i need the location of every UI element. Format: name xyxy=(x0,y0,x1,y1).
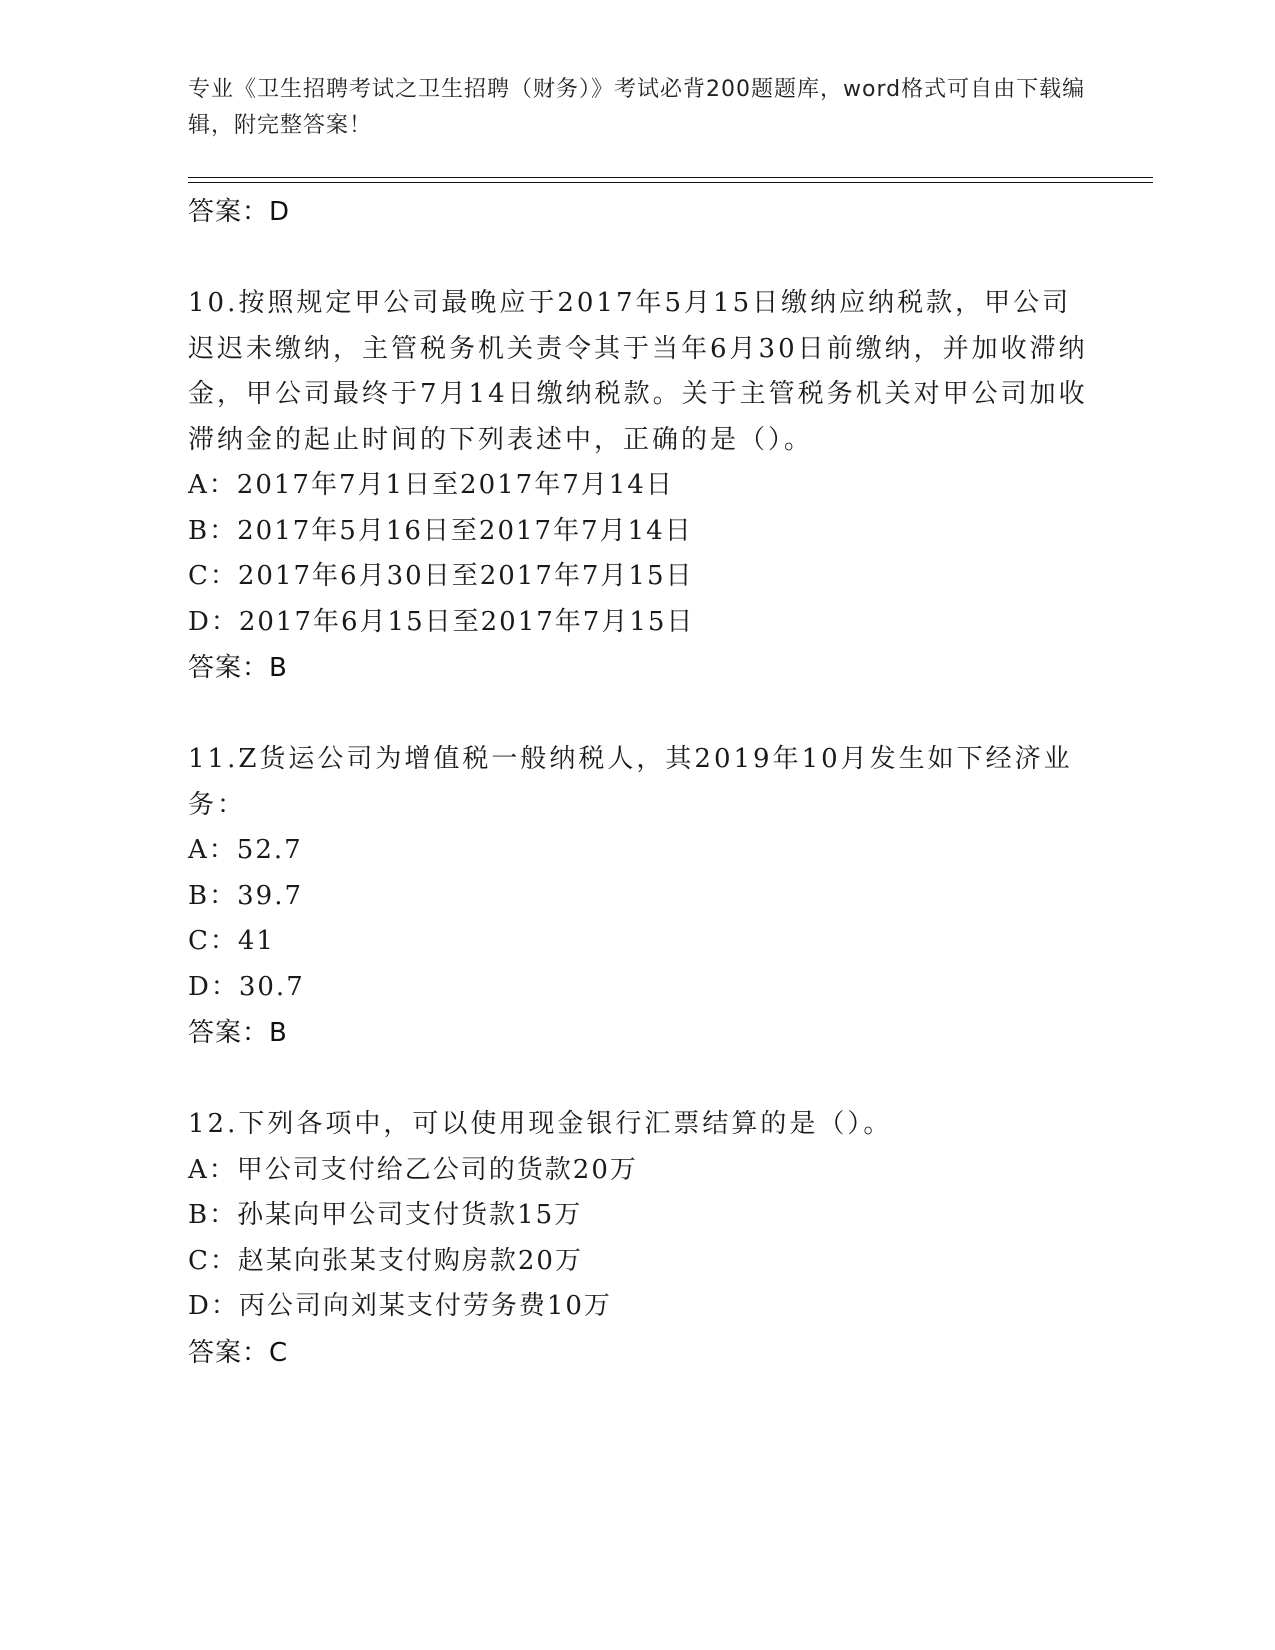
page-header: 专业《卫生招聘考试之卫生招聘（财务）》考试必背200题题库，word格式可自由下载编辑，附完整答案！ xyxy=(188,77,1086,138)
header-rule-top xyxy=(188,177,1153,178)
question-text: 10.按照规定甲公司最晚应于2017年5月15日缴纳应纳税款，甲公司迟迟未缴纳，主管税务机关责令其于当年6月30日前缴纳，并加收滞纳金，甲公司最终于7月14日缴纳税款。关于主管税务机关对甲公司加收滞纳金的起止时间的下列表述中，正确的是（）。 xyxy=(188,288,1088,455)
answer: 答案：B xyxy=(188,1018,288,1048)
question-list xyxy=(188,189,1088,1376)
header-rule-bottom xyxy=(188,182,1153,183)
question-text: 11.Z货运公司为增值税一般纳税人，其2019年10月发生如下经济业务： xyxy=(188,744,1073,820)
option-a: A：52.7 xyxy=(188,835,303,865)
option-c: C：41 xyxy=(188,926,275,956)
previous-answer: 答案：D xyxy=(188,197,291,227)
question-text: 12.下列各项中，可以使用现金银行汇票结算的是（）。 xyxy=(188,1109,893,1139)
option-b: B：39.7 xyxy=(188,880,303,911)
question-11 xyxy=(188,737,1088,1056)
option-a: A：甲公司支付给乙公司的货款20万 xyxy=(188,1154,638,1185)
option-c: C：2017年6月30日至2017年7月15日 xyxy=(188,561,694,591)
question-12 xyxy=(188,1102,1088,1376)
question-10 xyxy=(188,281,1088,691)
option-b: B：2017年5月16日至2017年7月14日 xyxy=(188,515,693,546)
answer: 答案：B xyxy=(188,653,288,683)
option-d: D：2017年6月15日至2017年7月15日 xyxy=(188,606,695,637)
answer: 答案：C xyxy=(188,1337,289,1368)
option-b: B：孙某向甲公司支付货款15万 xyxy=(188,1200,583,1230)
option-d: D：丙公司向刘某支付劳务费10万 xyxy=(188,1291,612,1321)
option-a: A：2017年7月1日至2017年7月14日 xyxy=(188,470,674,500)
option-d: D：30.7 xyxy=(188,971,305,1002)
option-c: C：赵某向张某支付购房款20万 xyxy=(188,1245,583,1276)
